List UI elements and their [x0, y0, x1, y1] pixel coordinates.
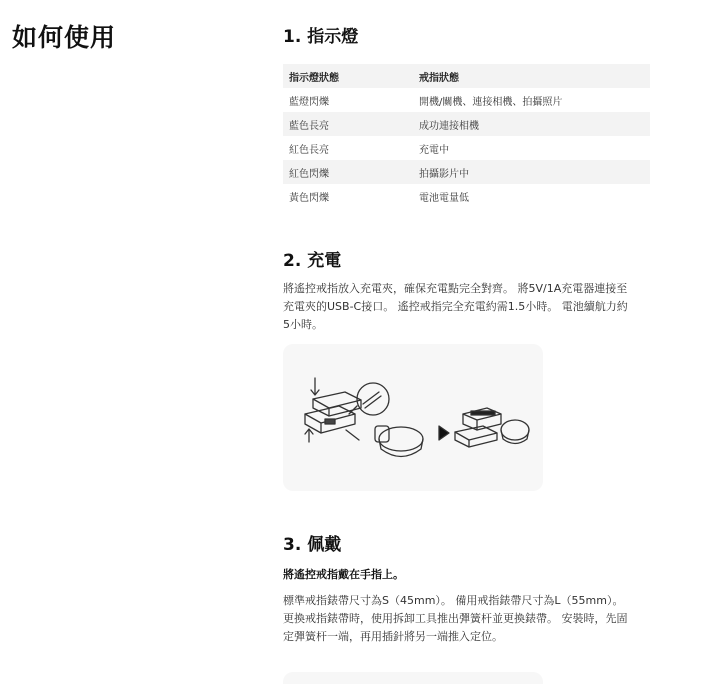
indicator-table — [283, 64, 650, 208]
indicator-cell: 藍燈閃爍 — [289, 96, 329, 108]
status-cell: 開機/關機、連接相機、拍攝照片 — [419, 96, 563, 108]
status-cell: 成功連接相機 — [419, 120, 479, 132]
indicator-table-header-row — [283, 64, 650, 88]
indicator-cell: 藍色長亮 — [289, 120, 329, 132]
status-cell: 電池電量低 — [419, 192, 469, 204]
indicator-cell: 黃色閃爍 — [289, 192, 329, 204]
page-heading: 如何使用 — [12, 23, 117, 52]
indicator-cell: 紅色閃爍 — [289, 168, 329, 180]
table-row — [283, 184, 650, 208]
wearing-section-title: 3. 佩戴 — [283, 535, 342, 555]
wearing-subtitle: 將遙控戒指戴在手指上。 — [283, 568, 404, 581]
indicator-cell: 紅色長亮 — [289, 144, 329, 156]
ring-charging-diagram — [283, 344, 543, 491]
indicator-section-title: 1. 指示燈 — [283, 27, 359, 47]
status-cell: 充電中 — [419, 144, 449, 156]
table-row — [283, 160, 650, 184]
table-row — [283, 112, 650, 136]
table-row — [283, 136, 650, 160]
header-ring-status: 戒指狀態 — [419, 72, 459, 84]
wearing-description: 標準戒指錶帶尺寸為S（45mm）。 備用戒指錶帶尺寸為L（55mm）。 更換戒指錶帶時，使用拆卸工具推出彈簧杆並更換錶帶。 安裝時，先固定彈簧杆一端，再用插針將另一端推入定位。 — [283, 594, 628, 643]
table-row — [283, 88, 650, 112]
wearing-illustration-top-edge — [283, 672, 543, 684]
header-indicator-status: 指示燈狀態 — [289, 72, 339, 84]
charging-section-title: 2. 充電 — [283, 251, 342, 271]
charging-illustration — [283, 344, 543, 491]
charging-description: 將遙控戒指放入充電夾，確保充電點完全對齊。 將5V/1A充電器連接至充電夾的USB-C接口。 遙控戒指完全充電約需1.5小時。 電池續航力約5小時。 — [283, 282, 628, 331]
status-cell: 拍攝影片中 — [419, 168, 469, 180]
